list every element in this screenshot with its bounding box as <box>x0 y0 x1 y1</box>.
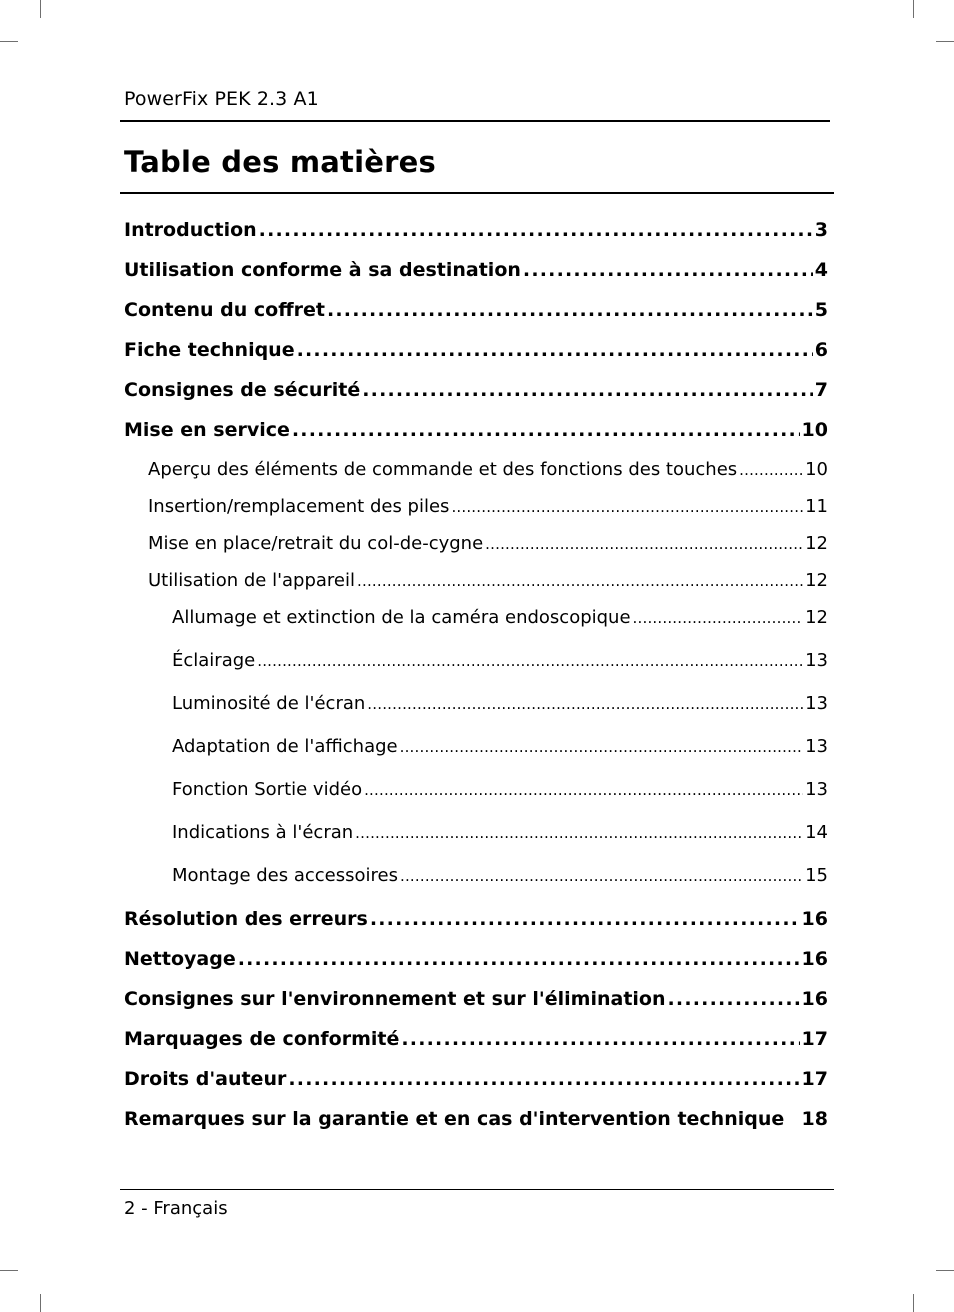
toc-entry-label: Utilisation conforme à sa destination <box>124 259 521 281</box>
toc-entry-page: 16 <box>801 988 828 1010</box>
toc-entry-page: 12 <box>805 570 828 591</box>
toc-entry[interactable] <box>124 1101 828 1141</box>
toc-entry-page: 12 <box>805 607 828 628</box>
crop-mark-left-bottom <box>0 1270 18 1271</box>
crop-mark-top-right <box>913 0 914 18</box>
toc-entry[interactable] <box>124 772 828 815</box>
toc-entry-page: 13 <box>805 650 828 671</box>
toc-entry-label: Fiche technique <box>124 339 295 361</box>
toc-leader-dots <box>633 600 804 636</box>
toc-entry[interactable] <box>124 526 828 563</box>
toc-entry-label: Consignes de sécurité <box>124 379 361 401</box>
toc-leader-dots <box>401 1021 799 1057</box>
crop-mark-right-bottom <box>936 1270 954 1271</box>
toc-leader-dots <box>400 858 803 894</box>
toc-leader-dots <box>259 212 813 248</box>
toc-entry[interactable] <box>124 941 828 981</box>
toc-entry-label: Adaptation de l'affichage <box>172 736 398 757</box>
toc-entry[interactable] <box>124 901 828 941</box>
toc-entry-page: 11 <box>805 496 828 517</box>
toc-entry-page: 13 <box>805 779 828 800</box>
footer-rule <box>120 1189 834 1190</box>
crop-mark-bottom-right <box>913 1294 914 1312</box>
toc-entry-label: Indications à l'écran <box>172 822 354 843</box>
toc-leader-dots <box>364 772 803 808</box>
toc-leader-dots <box>288 1061 799 1097</box>
toc-entry[interactable] <box>124 729 828 772</box>
toc-entry-page: 15 <box>805 865 828 886</box>
toc-entry-label: Luminosité de l'écran <box>172 693 366 714</box>
toc-leader-dots <box>327 292 813 328</box>
toc-entry-label: Aperçu des éléments de commande et des fonctions des touches <box>148 459 738 480</box>
toc-leader-dots <box>238 941 800 977</box>
toc-leader-dots <box>355 815 803 851</box>
toc-entry[interactable] <box>124 815 828 858</box>
toc-leader-dots <box>257 643 803 679</box>
toc-entry-label: Droits d'auteur <box>124 1068 287 1090</box>
toc-entry-label: Marquages de conformité <box>124 1028 400 1050</box>
toc-entry-label: Insertion/remplacement des piles <box>148 496 450 517</box>
toc-entry-page: 10 <box>805 459 828 480</box>
toc-entry-page: 13 <box>805 693 828 714</box>
toc-leader-dots <box>357 563 803 599</box>
toc-entry[interactable] <box>124 332 828 372</box>
toc-entry-label: Allumage et extinction de la caméra endoscopique <box>172 607 631 628</box>
toc-entry-page: 3 <box>814 219 828 241</box>
toc-entry[interactable] <box>124 212 828 252</box>
toc-leader-dots <box>297 332 813 368</box>
toc-leader-dots <box>400 729 803 765</box>
toc-entry-page: 7 <box>814 379 828 401</box>
page-footer: 2 - Français <box>124 1198 228 1219</box>
toc-leader-dots <box>739 452 803 488</box>
crop-mark-bottom-left <box>40 1294 41 1312</box>
toc-entry-label: Mise en place/retrait du col-de-cygne <box>148 533 484 554</box>
toc-leader-dots <box>362 372 813 408</box>
toc-entry-page: 4 <box>814 259 828 281</box>
toc-entry-label: Éclairage <box>172 650 256 671</box>
toc-entry[interactable] <box>124 1061 828 1101</box>
toc-entry-label: Introduction <box>124 219 257 241</box>
toc-entry[interactable] <box>124 563 828 600</box>
toc-entry[interactable] <box>124 1021 828 1061</box>
toc-leader-dots <box>668 981 800 1017</box>
toc-entry-label: Résolution des erreurs <box>124 908 368 930</box>
toc-entry[interactable] <box>124 643 828 686</box>
toc-entry-page: 13 <box>805 736 828 757</box>
toc-entry-page: 5 <box>814 299 828 321</box>
toc-entry-label: Nettoyage <box>124 948 236 970</box>
toc-entry[interactable] <box>124 686 828 729</box>
toc-entry-page: 16 <box>801 908 828 930</box>
toc-leader-dots <box>292 412 800 448</box>
crop-mark-right-top <box>936 41 954 42</box>
title-rule <box>120 192 834 194</box>
toc-entry-label: Remarques sur la garantie et en cas d'intervention technique <box>124 1108 785 1130</box>
toc-leader-dots <box>370 901 800 937</box>
toc-leader-dots <box>451 489 803 525</box>
toc-entry[interactable] <box>124 452 828 489</box>
running-header: PowerFix PEK 2.3 A1 <box>124 88 319 110</box>
page-title: Table des matières <box>124 145 436 179</box>
table-of-contents <box>124 212 828 1141</box>
toc-entry[interactable] <box>124 858 828 901</box>
toc-entry-label: Consignes sur l'environnement et sur l'élimination <box>124 988 666 1010</box>
toc-leader-dots <box>367 686 803 722</box>
toc-entry[interactable] <box>124 292 828 332</box>
toc-entry-page: 14 <box>805 822 828 843</box>
toc-entry-page: 16 <box>801 948 828 970</box>
crop-mark-top-left <box>40 0 41 18</box>
toc-entry[interactable] <box>124 252 828 292</box>
toc-entry-label: Montage des accessoires <box>172 865 398 886</box>
crop-mark-left-top <box>0 41 18 42</box>
toc-entry-page: 6 <box>814 339 828 361</box>
toc-entry-page: 18 <box>801 1108 828 1130</box>
header-rule <box>120 120 830 122</box>
toc-entry[interactable] <box>124 600 828 643</box>
toc-entry-label: Mise en service <box>124 419 290 441</box>
toc-entry-page: 10 <box>801 419 828 441</box>
toc-entry-page: 17 <box>801 1068 828 1090</box>
toc-entry-page: 12 <box>805 533 828 554</box>
toc-entry-label: Contenu du coffret <box>124 299 325 321</box>
toc-entry-label: Utilisation de l'appareil <box>148 570 356 591</box>
toc-entry[interactable] <box>124 981 828 1021</box>
toc-entry[interactable] <box>124 489 828 526</box>
toc-entry-label: Fonction Sortie vidéo <box>172 779 363 800</box>
toc-entry[interactable] <box>124 372 828 412</box>
toc-entry[interactable] <box>124 412 828 452</box>
toc-leader-dots <box>485 526 803 562</box>
toc-leader-dots <box>523 252 813 288</box>
toc-entry-page: 17 <box>801 1028 828 1050</box>
